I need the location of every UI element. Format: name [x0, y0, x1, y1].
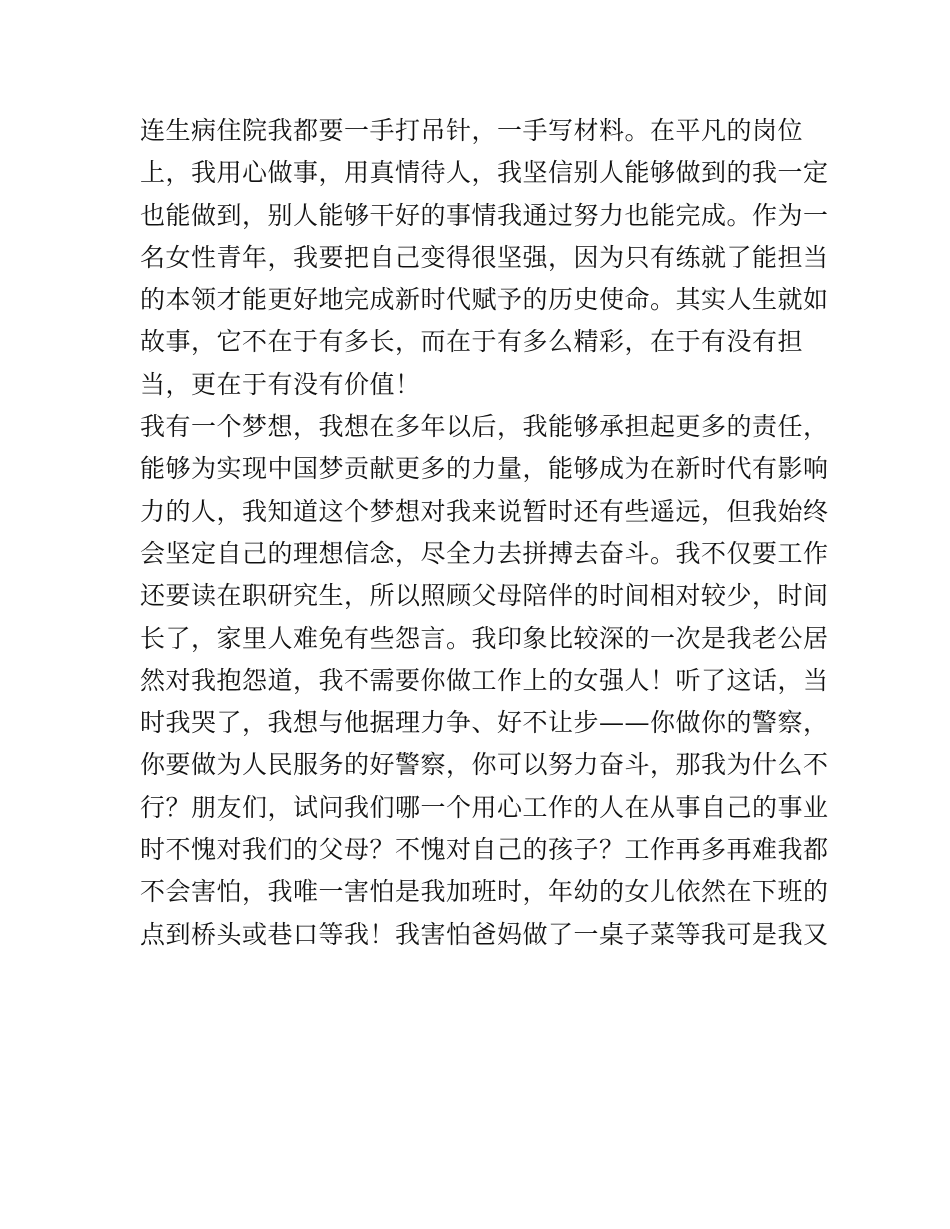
text-line: 然对我抱怨道，我不需要你做工作上的女强人！听了这话，当 [140, 665, 829, 695]
text-line: 当，更在于有没有价值！ [140, 369, 421, 399]
text-line: 你要做为人民服务的好警察，你可以努力奋斗，那我为什么不 [140, 750, 829, 780]
text-line: 时不愧对我们的父母？不愧对自己的孩子？工作再多再难我都 [140, 835, 829, 865]
text-line: 会坚定自己的理想信念，尽全力去拼搏去奋斗。我不仅要工作 [140, 538, 829, 568]
text-line: 连生病住院我都要一手打吊针，一手写材料。在平凡的岗位 [140, 116, 804, 145]
text-line: 长了，家里人难免有些怨言。我印象比较深的一次是我老公居 [140, 623, 829, 653]
text-line: 点到桥头或巷口等我！我害怕爸妈做了一桌子菜等我可是我又 [140, 919, 829, 949]
text-line: 我有一个梦想，我想在多年以后，我能够承担起更多的责任， [140, 412, 829, 442]
text-line: 还要读在职研究生，所以照顾父母陪伴的时间相对较少，时间 [140, 581, 829, 611]
body-text [140, 110, 829, 956]
text-line: 能够为实现中国梦贡献更多的力量，能够成为在新时代有影响 [140, 454, 829, 484]
text-line: 行？朋友们，试问我们哪一个用心工作的人在从事自己的事业 [140, 792, 829, 822]
text-line: 不会害怕，我唯一害怕是我加班时，年幼的女儿依然在下班的 [140, 877, 829, 907]
text-line: 力的人，我知道这个梦想对我来说暂时还有些遥远，但我始终 [140, 496, 829, 526]
text-line: 上，我用心做事，用真情待人，我坚信别人能够做到的我一定 [140, 158, 829, 188]
text-line: 故事，它不在于有多长，而在于有多么精彩，在于有没有担 [140, 327, 804, 357]
text-line: 也能做到，别人能够干好的事情我通过努力也能完成。作为一 [140, 200, 829, 230]
text-line: 名女性青年，我要把自己变得很坚强，因为只有练就了能担当 [140, 242, 829, 272]
text-line: 时我哭了，我想与他据理力争、好不让步——你做你的警察， [140, 708, 829, 738]
text-line: 的本领才能更好地完成新时代赋予的历史使命。其实人生就如 [140, 285, 829, 315]
